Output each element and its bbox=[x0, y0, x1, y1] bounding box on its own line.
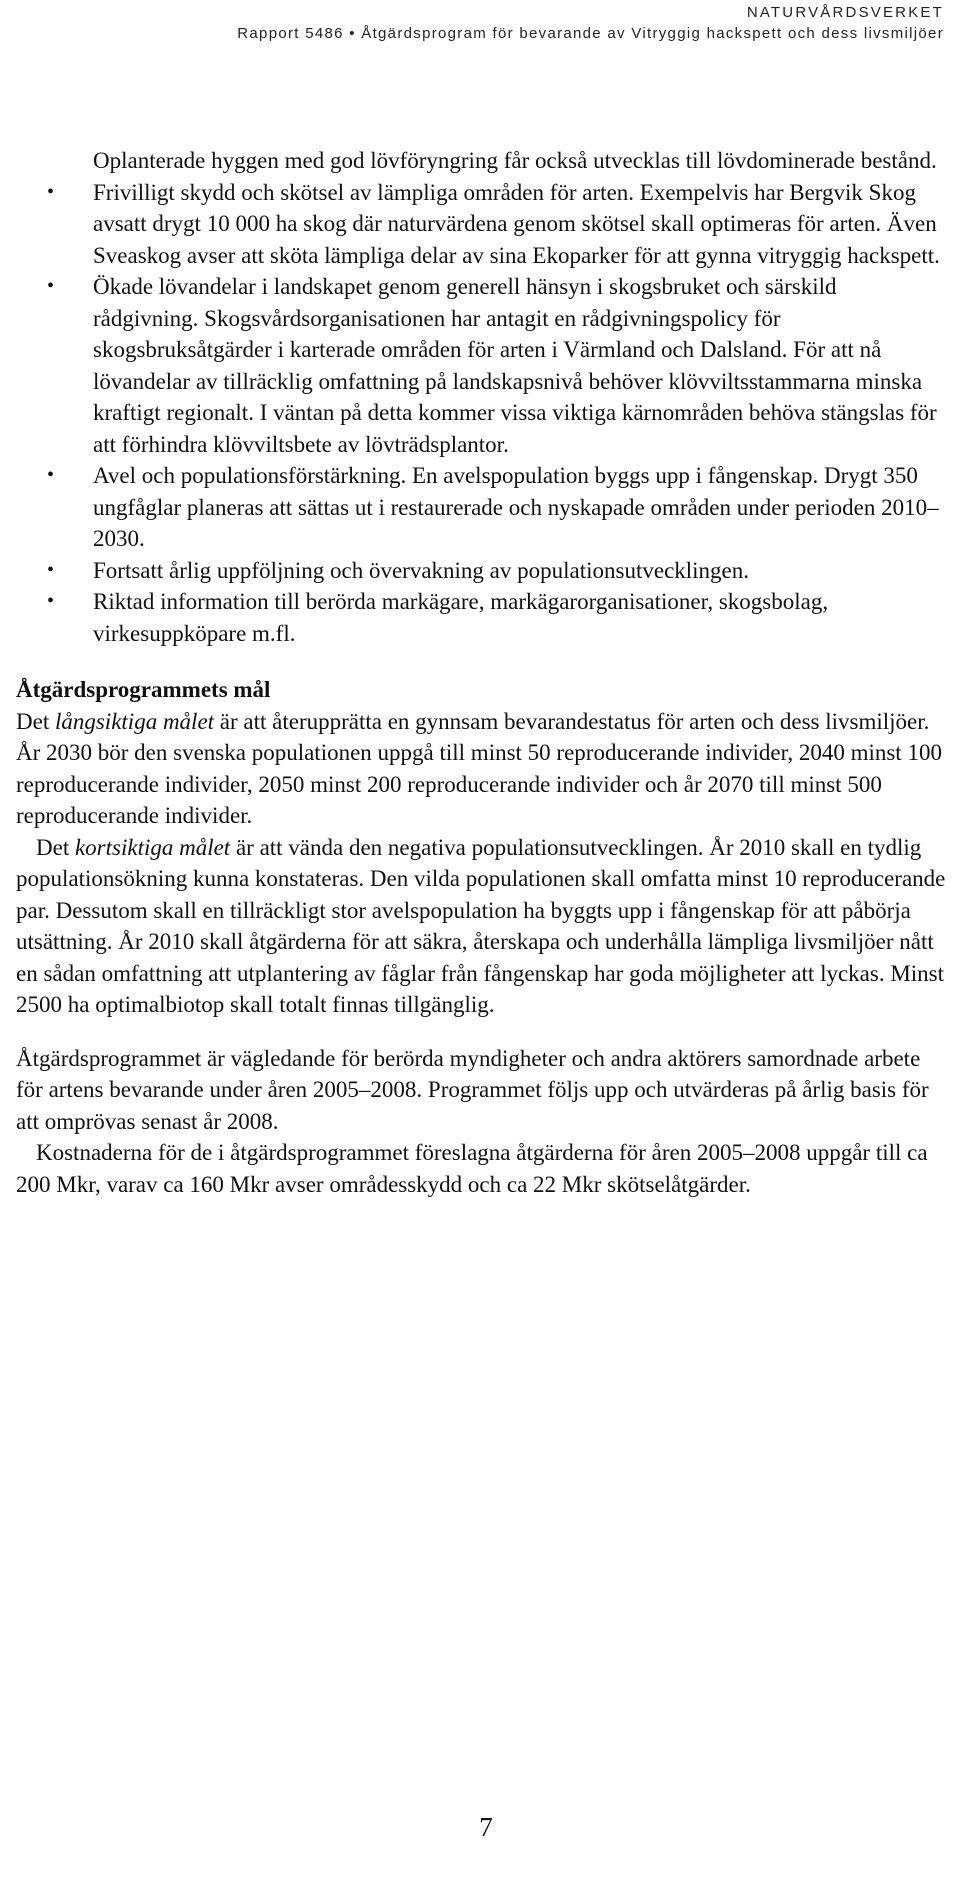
guidance-paragraph: Åtgärdsprogrammet är vägledande för berörda myndigheter och andra aktörers samordnade arbete för artens bevarande under åren 2005–2008. Programmet följs upp och utvärderas på årlig basis för att omprövas senast år 2008. bbox=[16, 1045, 929, 1134]
list-item: • Ökade lövandelar i landskapet genom generell hänsyn i skogsbruket och särskild rådgivning. Skogsvårdsorganisationen har antagit en rådgivningspolicy för skogsbruksåtgärder i karterade områden för arten i Värmland och Dalsland. För att nå lövandelar av tillräcklig omfattning på landskapsnivå behöver klövviltsstammarna minska kraftigt regionalt. I väntan på detta kommer vissa viktiga kärnområden behöva stängslas för att förhindra klövviltsbete av lövträdsplantor. bbox=[16, 271, 946, 460]
list-item: • Avel och populationsförstärkning. En avelspopulation byggs upp i fångenskap. Drygt 350 ungfåglar planeras att sättas ut i restaurerade och nyskapade områden under perioden 2010–2030. bbox=[16, 460, 946, 555]
header-org: NATURVÅRDSVERKET bbox=[746, 4, 944, 21]
list-item: • Riktad information till berörda markägare, markägarorganisationer, skogsbolag, virkesuppköpare m.fl. bbox=[16, 586, 946, 649]
cost-paragraph: Kostnaderna för de i åtgärdsprogrammet föreslagna åtgärderna för åren 2005–2008 uppgår till ca 200 Mkr, varav ca 160 Mkr avser områdesskydd och ca 22 Mkr skötselåtgärder. bbox=[16, 1140, 928, 1197]
bullet-icon: • bbox=[47, 590, 55, 612]
page-number: 7 bbox=[479, 1812, 493, 1842]
list-item: • Fortsatt årlig uppföljning och övervakning av populationsutvecklingen. bbox=[16, 555, 946, 587]
section-heading: Åtgärdsprogrammets mål bbox=[16, 677, 271, 702]
bullet-icon: • bbox=[47, 464, 55, 486]
bullet-icon: • bbox=[47, 558, 55, 581]
header-report-title: Rapport 5486 • Åtgärdsprogram för bevarande av Vitryggig hackspett och dess livsmiljöer bbox=[237, 25, 944, 42]
continuation-paragraph: Oplanterade hyggen med god lövföryngring får också utvecklas till lövdominerade bestånd. bbox=[93, 148, 937, 173]
page-header bbox=[237, 2, 944, 44]
measures-list bbox=[16, 177, 946, 650]
emphasis-short-term: kortsiktiga målet bbox=[74, 834, 231, 860]
short-term-goal-paragraph: Det kortsiktiga målet är att vända den negativa populationsutvecklingen. År 2010 skall en tydlig populationsökning kunna konstateras. Den vilda populationen skall omfatta minst 10 reproducerande par. Dessutom skall en tillräckligt stor avelspopulation ha byggts upp i fångenskap för att påbörja utsättning. År 2010 skall åtgärderna för att säkra, återskapa och underhålla lämpliga livsmiljöer nått en sådan omfattning att utplantering av fåglar från fångenskap har goda möjligheter att lyckas. Minst 2500 ha optimalbiotop skall totalt finnas tillgänglig. bbox=[16, 834, 946, 1017]
emphasis-long-term: långsiktiga målet bbox=[54, 708, 215, 734]
long-term-goal-paragraph: Det långsiktiga målet är att återupprätta en gynnsam bevarandestatus för arten och dess livsmiljöer. År 2030 bör den svenska populationen uppgå till minst 50 reproducerande individer, 2040 minst 100 reproducerande individer, 2050 minst 200 reproducerande individer och år 2070 till minst 500 reproducerande individer. bbox=[16, 708, 942, 828]
bullet-icon: • bbox=[47, 180, 55, 203]
list-item: • Frivilligt skydd och skötsel av lämpliga områden för arten. Exempelvis har Bergvik Skog avsatt drygt 10 000 ha skog där naturvärdena genom skötsel skall optimeras för arten. Även Sveaskog avser att sköta lämpliga delar av sina Ekoparker för att gynna vitryggig hackspett. bbox=[16, 177, 946, 272]
bullet-icon: • bbox=[47, 275, 55, 297]
document-body bbox=[16, 145, 946, 1200]
